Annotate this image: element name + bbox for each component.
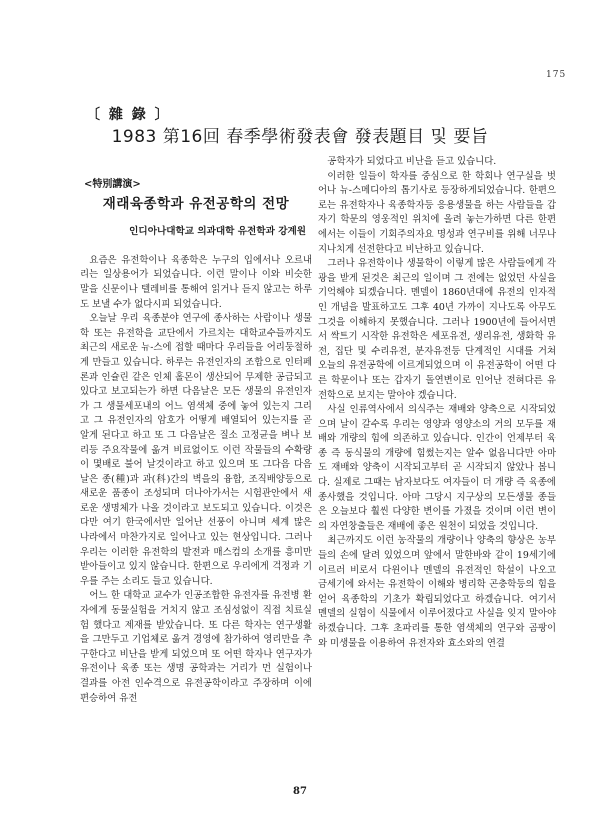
right-column — [318, 155, 556, 651]
lecture-label: <特別講演> — [84, 179, 141, 190]
bottom-page-number: 87 — [293, 786, 307, 797]
paragraph: 이러한 일들이 학자를 중심으로 한 학회나 연구실을 벗어나 뉴-스메디아의 톱기사로 등장하게되었습니다. 한편으로는 유전학자나 육종학자등 응용생물을 하는 사람들을 갑자기 학문의 영웅적인 위치에 올려 놓는가하면 다른 한편에서는 이들이 기회주의자요 명성과 연구비를 위해 너무나 지나치게 선전한다고 비난하고 있습니다. — [318, 170, 556, 255]
top-page-number: 175 — [546, 70, 567, 80]
article-title: 재래육종학과 유전공학의 전망 — [102, 195, 290, 212]
paragraph: 공학자가 되었다고 비난을 듣고 있습니다. — [327, 156, 497, 167]
paragraph: 오늘날 우리 육종분야 연구에 종사하는 사람이나 생물학 또는 유전학을 교단에서 가르치는 대학교수들까지도 최근의 새로운 뉴-스에 접할 때마다 우리들을 어리둥절하게 만들고 있습니다. 하루는 유전인자의 조합으로 인터페론과 인슐린 같은 인체 홀몬이 생산되어 무제한 공급되고 있다고 보고되는가 하면 다음날은 모든 생물의 유전인자가 그 생물세포내의 어느 염색체 중에 놓여 있는지 그리고 그 유전인자의 암호가 어떻게 배열되어 있는지를 곧 알게 된다고 하고 또 그 다음날은 질소 고정균을 벼나 보리등 주요작물에 옮겨 비료없이도 이런 작물들의 수확량이 몇배로 불어 날것이라고 하고 있으며 또 그다음 다음날은 종(種)과 과(科)간의 벽을의 융합, 조직배양등으로 새로운 품종이 조성되며 더나아가서는 시험관안에서 새로운 생명체가 나올 것이라고 보도되고 있습니다. 이것은 다만 여기 한국에서만 일어난 선풍이 아니며 세계 많은 나라에서 마찬가지로 일어나고 있는 현상입니다. 그러나 우리는 이러한 유전학의 발전과 매스컴의 소개를 흥미만 받아들이고 있지 않습니다. 한편으로 우리에게 걱정과 기우를 주는 소리도 들고 있습니다. — [80, 313, 312, 587]
paragraph: 그러나 유전학이나 생물학이 이렇게 많은 사람들에게 각광을 받게 된것은 최근의 일이며 그 전에는 없었던 사실을 기억해야 되겠습니다. 멘델이 1860년대에 유전의 인자적인 개념을 발표하고도 그후 40년 가까이 지나도록 아무도 그것을 이해하지 못했습니다. 그러나 1900년에 들어서면서 싹트기 시작한 유전학은 세포유전, 생리유전, 생화학 유전, 집단 및 수리유전, 분자유전등 단계적인 시대를 거쳐 오늘의 유전공학에 이르게되었으며 이 유전공학이 어떤 다른 학문이나 또는 갑자기 돌연변이로 인어난 전혀다른 유전학으로 보지는 말아야 겠습니다. — [318, 258, 556, 401]
paragraph: 어느 한 대학교 교수가 인공조합한 유전자를 유전병 환자에게 동물실험을 거치지 않고 조심성없이 직접 치료실험 했다고 제재를 받았습니다. 또 다른 학자는 연구생활을 그만두고 기업체로 옮겨 경영에 참가하여 영리만을 추구한다고 비난을 받게 되었으며 또 어떤 학자나 연구자가 유전이나 육종 또는 생명 공학과는 거리가 먼 실험이나 결과를 아전 인수격으로 유전공학이라고 주장하며 이에 편승하여 유전 — [80, 590, 312, 704]
left-column — [80, 178, 312, 706]
main-title: 1983 第16回 春季學術發表會 發表題目 및 要旨 — [111, 127, 489, 147]
paragraph: 요즘은 유전학이나 육종학은 누구의 입에서나 오르내리는 일상용어가 되었습니다. 이런 말이나 이와 비슷한 말을 신문이나 텔레비를 통해여 읽거나 듣지 않고는 하루도 보낼 수가 없다시피 되었습니다. — [80, 254, 312, 310]
paragraph: 사실 인류역사에서 의식주는 재배와 양축으로 시작되었으며 날이 갈수록 우리는 영양과 영양소의 거의 모두를 재배와 개량의 힘에 의존하고 있습니다. 인간이 언제부터 육종 즉 동식물의 개량에 힘썼는지는 알수 없읍니다만 아마도 재배와 양축이 시작되고부터 곧 시작되지 않았나 봅니다. 실제로 그때는 남자보다도 여자들이 더 개량 즉 육종에 종사했을 것입니다. 아마 그당시 지구상의 모든생물 종들은 오늘보다 훨씬 다양한 변이를 가졌을 것이며 이런 변이의 자연창출들은 재배에 좋은 원천이 되었을 것입니다. — [318, 404, 556, 532]
section-label: 〔 雜 錄 〕 — [86, 107, 171, 123]
paragraph: 최근까지도 이런 농작물의 개량이나 양축의 향상은 농부들의 손에 달려 있었으며 앞에서 말한바와 같이 19세기에 이르러 비로서 다윈이나 멘델의 유전적인 학설이 나오고 금세기에 와서는 유전학이 이해와 병리학 곤충학등의 힘을 얻어 육종학의 기초가 확립되었다고 하겠습니다. 여기서 멘델의 실험이 식물에서 이루어졌다고 사실을 잊지 말아야 하겠습니다. 그후 초파리를 통한 염색체의 연구와 곰팡이와 미생물을 이용하여 유전자와 효소와의 연결 — [318, 535, 556, 649]
author-line: 인디아나대학교 의과대학 유전학과 강계원 — [129, 226, 306, 238]
